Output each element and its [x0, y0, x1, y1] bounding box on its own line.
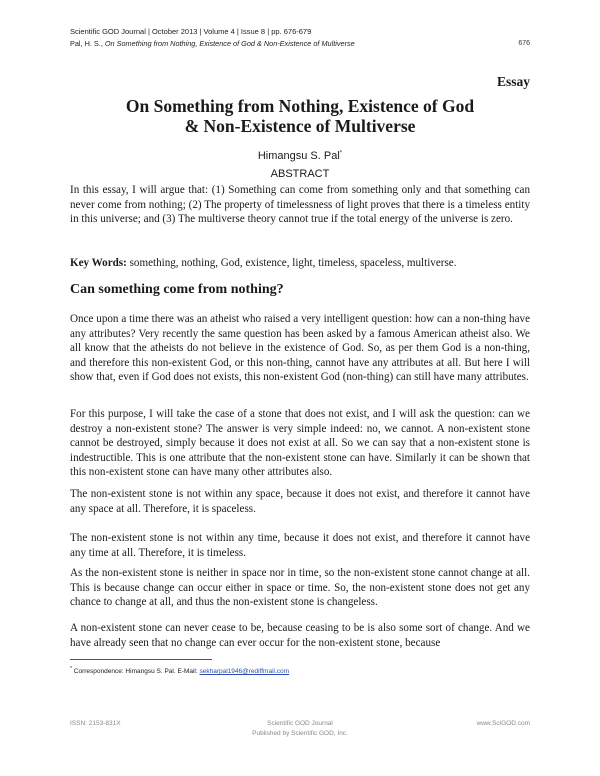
footer-journal: Scientific GOD Journal — [267, 720, 333, 727]
footnote-divider — [70, 659, 212, 660]
keywords-label: Key Words: — [70, 257, 127, 269]
keywords-list: something, nothing, God, existence, light, timeless, spaceless, multiverse. — [126, 257, 457, 269]
citation-title: On Something from Nothing, Existence of God & Non-Existence of Multiverse — [104, 39, 355, 48]
body-paragraph: The non-existent stone is not within any space, because it does not exist, and therefore it cannot have any space at all. Therefore, it is spaceless. — [70, 488, 530, 515]
footer-website[interactable]: www.SciGOD.com — [476, 720, 530, 727]
page-number: 676 — [518, 40, 530, 47]
journal-citation: Scientific GOD Journal | October 2013 | Volume 4 | Issue 8 | pp. 676-679 — [70, 27, 312, 36]
footer-publisher: Published by Scientific GOD, Inc. — [252, 730, 348, 737]
title-line-1: On Something from Nothing, Existence of God — [125, 96, 475, 116]
email-link[interactable]: sekharpal1946@rediffmail.com — [199, 668, 290, 676]
section-heading: Can something come from nothing? — [70, 282, 284, 297]
abstract-text: In this essay, I will argue that: (1) Something can come from something only and that something can never come from nothing; (2) The property of timelessness of light proves that there is a timeless entity in this universe; and (3) The multiverse theory cannot true if the total energy of the universe is zero. — [70, 184, 530, 226]
article-citation — [70, 38, 540, 50]
running-header — [70, 26, 540, 50]
body-paragraph: For this purpose, I will take the case of a stone that does not exist, and I will ask the question: can we destroy a non-existent stone? The answer is very simple indeed: no, we cannot. A non-existent stone cannot be destroyed, simply because it does not exist at all. So we can say that a non-existent stone is indestructible. This is one attribute that the non-existent stone can have. Similarly it can be shown that this non-existent stone can have many other attributes also. — [70, 408, 530, 479]
body-paragraph: A non-existent stone can never cease to be, because ceasing to be is also some sort of change. And we have already seen that no change can ever occur for the non-existent stone, because — [70, 622, 530, 649]
body-paragraph: Once upon a time there was an atheist who raised a very intelligent question: how can a non-thing have any attributes? Very recently the same question has been asked by a famous American atheist also. We all know that the atheists do not believe in the existence of God. So, as per them God is a non-thing, and therefore this non-existent God, or this non-thing, cannot have any attributes at all. But here I will show that, even if God does not exists, this non-existent God (non-thing) can still have many attributes. — [70, 313, 530, 384]
author-footnote-mark: * — [339, 150, 343, 157]
footnote-mark: * — [70, 666, 72, 672]
footer-issn: ISSN: 2153-831X — [70, 720, 121, 727]
footer-publisher-block — [70, 719, 530, 739]
keywords — [70, 256, 530, 271]
footnote — [70, 664, 289, 677]
paper-title — [70, 96, 530, 136]
author-line — [70, 150, 530, 162]
title-line-2: & Non-Existence of Multiverse — [184, 116, 416, 136]
body-paragraph: The non-existent stone is not within any time, because it does not exist, and therefore it cannot have any time at all. Therefore, it is timeless. — [70, 532, 530, 559]
citation-author: Pal, H. S., — [70, 39, 105, 48]
body-paragraph: As the non-existent stone is neither in space nor in time, so the non-existent stone cannot change at all. This is because change can occur either in space or time. So, the non-existent stone does not get any chance to change at all, and thus the non-existent stone is changeless. — [70, 567, 530, 609]
footnote-text: Correspondence: Himangsu S. Pal. E-Mail: — [71, 668, 200, 676]
article-type-label: Essay — [496, 74, 530, 89]
author-name: Himangsu S. Pal — [257, 150, 340, 162]
abstract-heading: ABSTRACT — [270, 168, 330, 180]
